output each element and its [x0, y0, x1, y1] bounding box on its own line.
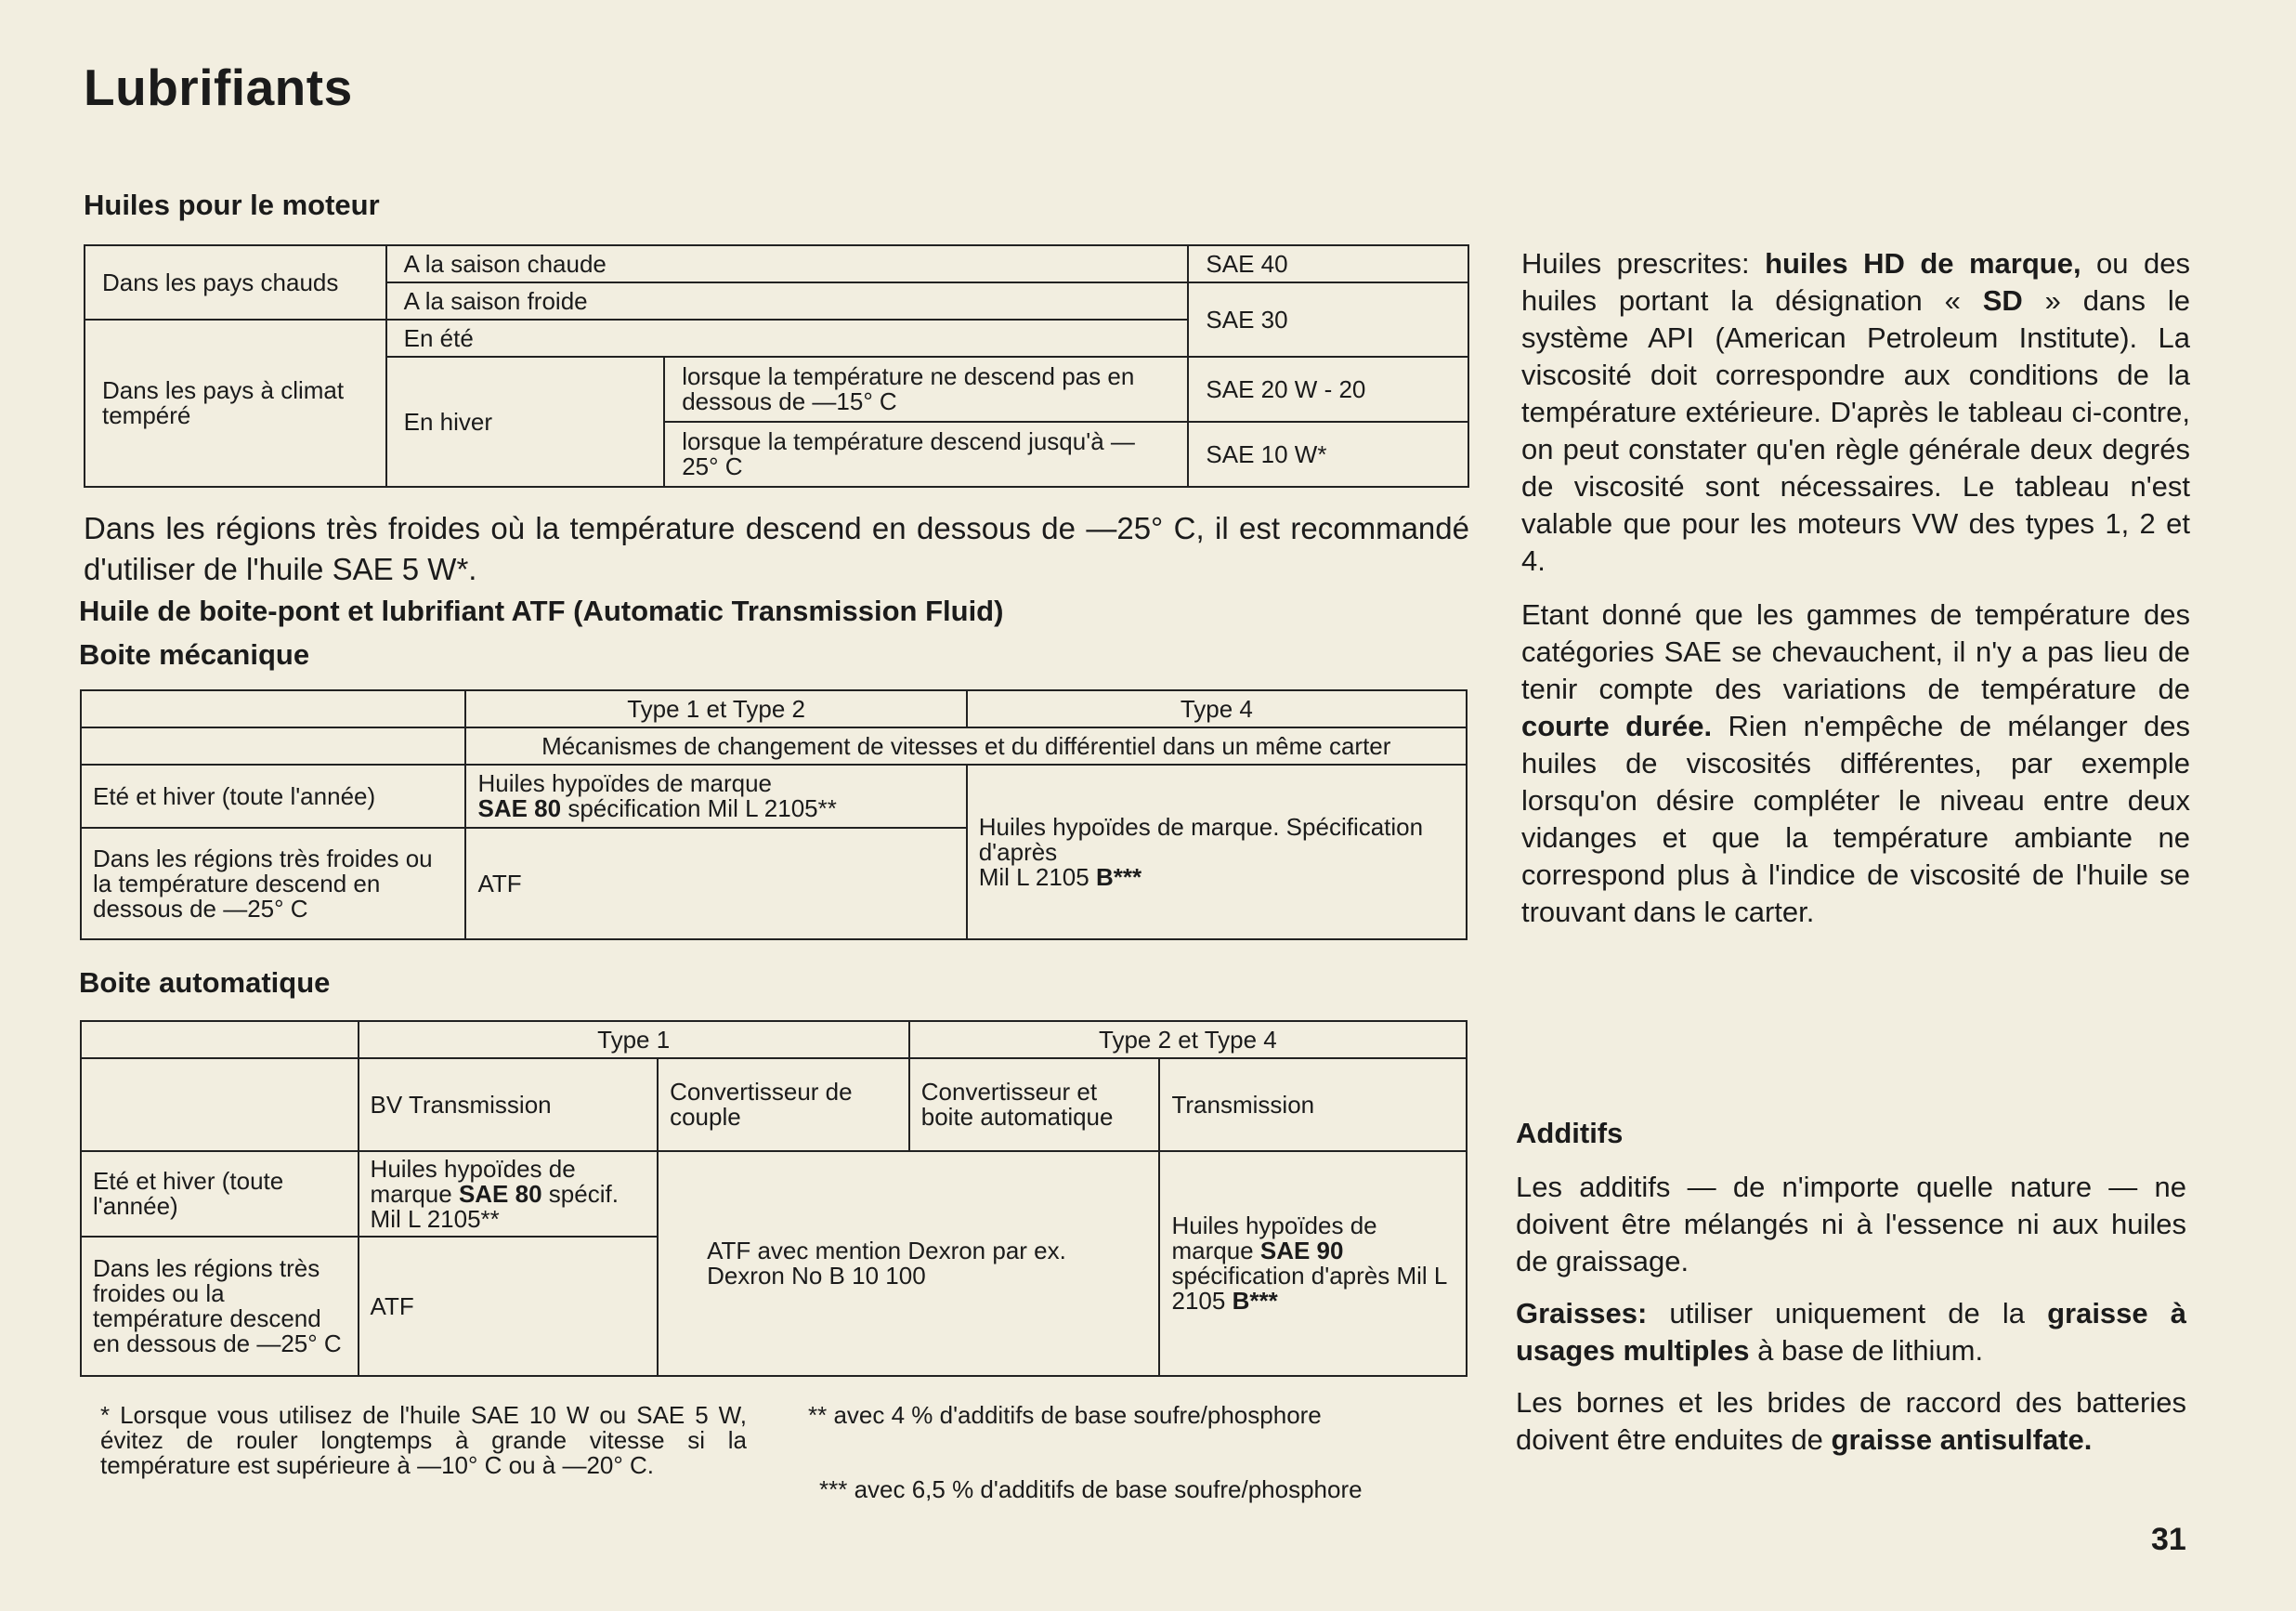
- auto-gearbox-table: [80, 1020, 1468, 1377]
- cell-winter-cond1: lorsque la température ne descend pas en dessous de —15° C: [664, 357, 1188, 422]
- additives-paragraph: Les additifs — de n'importe quelle nature — ne doivent être mélangés ni à l'essence ni aux huiles de graissage.: [1516, 1171, 2186, 1277]
- battery-paragraph: Les bornes et les brides de raccord des batteries doivent être enduites de graisse antisulfate.: [1516, 1386, 2186, 1456]
- cell-sae-10w: SAE 10 W*: [1188, 422, 1468, 487]
- cell-type4: Type 4: [967, 690, 1467, 727]
- sae-paragraph: Etant donné que les gammes de température des catégories SAE se chevauchent, il n'y a pas lieu de tenir compte des variations de température de courte durée. Rien n'empêche de mélanger des huiles de viscosités différentes, par exemple lorsqu'on désire compléter le niveau entre deux vidanges et que la température ambiante ne correspond plus à l'indice de viscosité de l'huile se trouvant dans le carter.: [1521, 598, 2190, 928]
- footnote-3: *** avec 6,5 % d'additifs de base soufre/phosphore: [819, 1475, 1363, 1503]
- cell-empty-top: [81, 1021, 359, 1058]
- cell-winter-cond2: lorsque la température descend jusqu'à —25° C: [664, 422, 1188, 487]
- cell-converter-auto: Convertisseur et boite automatique: [909, 1058, 1160, 1151]
- cell-transmission: Transmission: [1159, 1058, 1467, 1151]
- cell-type12: Type 1 et Type 2: [465, 690, 966, 727]
- additives-heading: Additifs: [1516, 1117, 1624, 1149]
- cell-sae-40: SAE 40: [1188, 245, 1468, 282]
- manual-gearbox-heading: Boite mécanique: [79, 638, 310, 671]
- cell-type4-hypoid: Huiles hypoïdes de marque. Spécification d'après Mil L 2105 B***: [967, 765, 1467, 939]
- cell-atf: ATF: [465, 828, 966, 939]
- cell-summer-winter: Eté et hiver (toute l'année): [81, 1151, 359, 1237]
- auto-gearbox-heading: Boite automatique: [79, 966, 331, 999]
- oils-paragraph: Huiles prescrites: huiles HD de marque, ou des huiles portant la désignation « SD » dans le système API (American Petroleum Institute). La viscosité doit correspondre aux conditions de la température extérieure. D'après le tableau ci-contre, on peut constater qu'en règle générale deux degrés de viscosité sont nécessaires. Le tableau n'est valable que pour les moteurs VW des types 1, 2 et 4.: [1521, 247, 2190, 577]
- engine-oils-table: [84, 244, 1469, 488]
- cell-dexron: ATF avec mention Dexron par ex. Dexron No B 10 100: [658, 1151, 1159, 1376]
- cell-winter: En hiver: [386, 357, 665, 487]
- manual-gearbox-table: [80, 689, 1468, 940]
- cell-hot-countries: Dans les pays chauds: [85, 245, 386, 320]
- cell-empty-top: [81, 690, 465, 727]
- right-column: [1521, 245, 2190, 931]
- cell-atf: ATF: [359, 1237, 659, 1376]
- cell-summer: En été: [386, 320, 1189, 357]
- page-number: 31: [2151, 1522, 2186, 1557]
- cell-bv-transmission: BV Transmission: [359, 1058, 659, 1151]
- footnote-1: * Lorsque vous utilisez de l'huile SAE 10 W ou SAE 5 W, évitez de rouler longtemps à grande vitesse si la température est supérieure à —10° C ou à —20° C.: [100, 1401, 747, 1479]
- cell-sae-20w20: SAE 20 W - 20: [1188, 357, 1468, 422]
- cell-cold-regions: Dans les régions très froides ou la température descend en dessous de —25° C: [81, 828, 465, 939]
- cell-torque-converter: Convertisseur de couple: [658, 1058, 909, 1151]
- cell-temperate: Dans les pays à climat tempéré: [85, 320, 386, 487]
- cell-empty-mid: [81, 727, 465, 765]
- gearbox-heading: Huile de boite-pont et lubrifiant ATF (Automatic Transmission Fluid): [79, 595, 1004, 627]
- cell-cold-season: A la saison froide: [386, 282, 1189, 320]
- cell-summer-winter: Eté et hiver (toute l'année): [81, 765, 465, 828]
- cell-mechanisms: Mécanismes de changement de vitesses et du différentiel dans un même carter: [465, 727, 1467, 765]
- cell-hot-season: A la saison chaude: [386, 245, 1189, 282]
- footnote-2: ** avec 4 % d'additifs de base soufre/phosphore: [808, 1401, 1322, 1429]
- cell-hypoid-sae80: Huiles hypoïdes de marque SAE 80 spécification Mil L 2105**: [465, 765, 966, 828]
- cell-t24-hypoid: Huiles hypoïdes de marque SAE 90 spécification d'après Mil L 2105 B***: [1159, 1151, 1467, 1376]
- cell-sae-30: SAE 30: [1188, 282, 1468, 357]
- cell-empty-mid: [81, 1058, 359, 1151]
- right-column-bottom: [1516, 1115, 2186, 1459]
- cell-hypoid-sae80: Huiles hypoïdes de marque SAE 80 spécif. Mil L 2105**: [359, 1151, 659, 1237]
- engine-oils-heading: Huiles pour le moteur: [84, 189, 380, 221]
- cell-type24: Type 2 et Type 4: [909, 1021, 1467, 1058]
- cell-cold-regions: Dans les régions très froides ou la température descend en dessous de —25° C: [81, 1237, 359, 1376]
- cell-type1: Type 1: [359, 1021, 909, 1058]
- cold-regions-note: Dans les régions très froides où la température descend en dessous de —25° C, il est recommandé d'utiliser de l'huile SAE 5 W*.: [84, 511, 1469, 586]
- page-title: Lubrifiants: [84, 59, 353, 116]
- greases-paragraph: Graisses: utiliser uniquement de la graisse à usages multiples à base de lithium.: [1516, 1297, 2187, 1367]
